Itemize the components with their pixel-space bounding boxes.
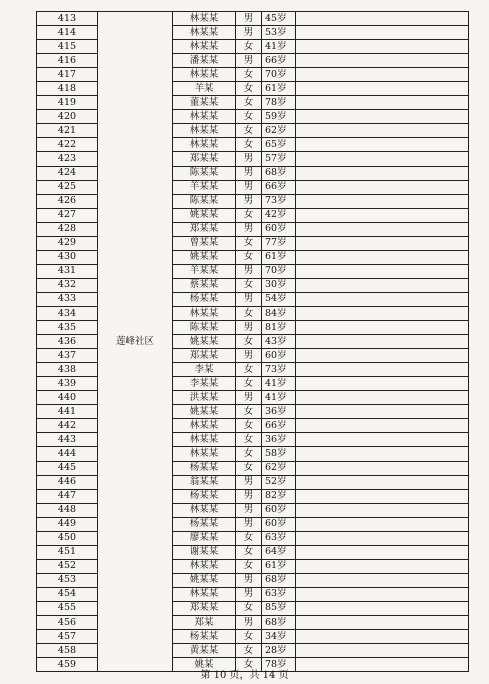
sex-cell: 女 <box>236 644 262 658</box>
sex-cell: 男 <box>236 152 262 166</box>
name-cell: 羊某 <box>173 82 236 96</box>
blank-cell <box>296 405 469 419</box>
sex-cell: 男 <box>236 517 262 531</box>
row-number-cell: 437 <box>37 349 98 363</box>
sex-cell: 男 <box>236 616 262 630</box>
sex-cell: 男 <box>236 166 262 180</box>
name-cell: 翁某某 <box>173 475 236 489</box>
age-cell: 73岁 <box>262 194 296 208</box>
blank-cell <box>296 630 469 644</box>
age-cell: 58岁 <box>262 447 296 461</box>
blank-cell <box>296 82 469 96</box>
age-cell: 45岁 <box>262 12 296 26</box>
row-number-cell: 419 <box>37 96 98 110</box>
age-cell: 60岁 <box>262 503 296 517</box>
row-number-cell: 451 <box>37 545 98 559</box>
row-number-cell: 436 <box>37 335 98 349</box>
name-cell: 林某某 <box>173 40 236 54</box>
table-row <box>37 12 469 26</box>
blank-cell <box>296 321 469 335</box>
row-number-cell: 441 <box>37 405 98 419</box>
blank-cell <box>296 292 469 306</box>
age-cell: 78岁 <box>262 96 296 110</box>
row-number-cell: 417 <box>37 68 98 82</box>
sex-cell: 女 <box>236 208 262 222</box>
roster-table <box>36 11 469 672</box>
age-cell: 68岁 <box>262 616 296 630</box>
blank-cell <box>296 250 469 264</box>
blank-cell <box>296 419 469 433</box>
sex-cell: 女 <box>236 82 262 96</box>
name-cell: 杨某某 <box>173 630 236 644</box>
row-number-cell: 425 <box>37 180 98 194</box>
row-number-cell: 435 <box>37 321 98 335</box>
blank-cell <box>296 349 469 363</box>
blank-cell <box>296 335 469 349</box>
row-number-cell: 428 <box>37 222 98 236</box>
sex-cell: 男 <box>236 194 262 208</box>
row-number-cell: 440 <box>37 391 98 405</box>
row-number-cell: 438 <box>37 363 98 377</box>
blank-cell <box>296 54 469 68</box>
name-cell: 林某某 <box>173 12 236 26</box>
sex-cell: 女 <box>236 461 262 475</box>
row-number-cell: 418 <box>37 82 98 96</box>
sex-cell: 男 <box>236 391 262 405</box>
blank-cell <box>296 363 469 377</box>
row-number-cell: 456 <box>37 616 98 630</box>
sex-cell: 女 <box>236 236 262 250</box>
age-cell: 57岁 <box>262 152 296 166</box>
sex-cell: 男 <box>236 292 262 306</box>
blank-cell <box>296 503 469 517</box>
name-cell: 姚某某 <box>173 335 236 349</box>
row-number-cell: 432 <box>37 278 98 292</box>
age-cell: 43岁 <box>262 335 296 349</box>
sex-cell: 女 <box>236 124 262 138</box>
age-cell: 63岁 <box>262 587 296 601</box>
age-cell: 36岁 <box>262 433 296 447</box>
age-cell: 62岁 <box>262 124 296 138</box>
name-cell: 林某某 <box>173 419 236 433</box>
name-cell: 陈某某 <box>173 321 236 335</box>
sex-cell: 男 <box>236 12 262 26</box>
sex-cell: 女 <box>236 531 262 545</box>
blank-cell <box>296 236 469 250</box>
sex-cell: 男 <box>236 321 262 335</box>
row-number-cell: 439 <box>37 377 98 391</box>
age-cell: 54岁 <box>262 292 296 306</box>
blank-cell <box>296 573 469 587</box>
blank-cell <box>296 475 469 489</box>
age-cell: 34岁 <box>262 630 296 644</box>
age-cell: 85岁 <box>262 601 296 615</box>
age-cell: 53岁 <box>262 26 296 40</box>
sex-cell: 女 <box>236 138 262 152</box>
name-cell: 林某某 <box>173 306 236 320</box>
row-number-cell: 431 <box>37 264 98 278</box>
row-number-cell: 445 <box>37 461 98 475</box>
name-cell: 姚某某 <box>173 250 236 264</box>
name-cell: 姚某某 <box>173 405 236 419</box>
age-cell: 66岁 <box>262 180 296 194</box>
age-cell: 41岁 <box>262 40 296 54</box>
sex-cell: 女 <box>236 419 262 433</box>
blank-cell <box>296 110 469 124</box>
age-cell: 52岁 <box>262 475 296 489</box>
name-cell: 郑某某 <box>173 601 236 615</box>
blank-cell <box>296 138 469 152</box>
row-number-cell: 433 <box>37 292 98 306</box>
blank-cell <box>296 194 469 208</box>
blank-cell <box>296 40 469 54</box>
name-cell: 陈某某 <box>173 194 236 208</box>
age-cell: 60岁 <box>262 222 296 236</box>
name-cell: 郑某 <box>173 616 236 630</box>
blank-cell <box>296 601 469 615</box>
row-number-cell: 453 <box>37 573 98 587</box>
name-cell: 杨某某 <box>173 461 236 475</box>
age-cell: 66岁 <box>262 419 296 433</box>
sex-cell: 女 <box>236 68 262 82</box>
row-number-cell: 442 <box>37 419 98 433</box>
sex-cell: 男 <box>236 503 262 517</box>
name-cell: 廖某某 <box>173 531 236 545</box>
row-number-cell: 421 <box>37 124 98 138</box>
sex-cell: 女 <box>236 306 262 320</box>
age-cell: 42岁 <box>262 208 296 222</box>
row-number-cell: 450 <box>37 531 98 545</box>
name-cell: 杨某某 <box>173 292 236 306</box>
sex-cell: 男 <box>236 349 262 363</box>
blank-cell <box>296 152 469 166</box>
name-cell: 潘某某 <box>173 54 236 68</box>
row-number-cell: 422 <box>37 138 98 152</box>
blank-cell <box>296 489 469 503</box>
name-cell: 林某某 <box>173 587 236 601</box>
age-cell: 77岁 <box>262 236 296 250</box>
blank-cell <box>296 96 469 110</box>
age-cell: 61岁 <box>262 250 296 264</box>
sex-cell: 女 <box>236 630 262 644</box>
age-cell: 41岁 <box>262 377 296 391</box>
row-number-cell: 457 <box>37 630 98 644</box>
sex-cell: 女 <box>236 110 262 124</box>
sex-cell: 男 <box>236 180 262 194</box>
age-cell: 78岁 <box>262 658 296 672</box>
blank-cell <box>296 377 469 391</box>
row-number-cell: 454 <box>37 587 98 601</box>
row-number-cell: 414 <box>37 26 98 40</box>
name-cell: 郑某某 <box>173 152 236 166</box>
name-cell: 洪某某 <box>173 391 236 405</box>
name-cell: 羊某某 <box>173 180 236 194</box>
name-cell: 姚某 <box>173 658 236 672</box>
blank-cell <box>296 559 469 573</box>
sex-cell: 女 <box>236 96 262 110</box>
row-number-cell: 426 <box>37 194 98 208</box>
name-cell: 林某某 <box>173 138 236 152</box>
name-cell: 姚某某 <box>173 573 236 587</box>
row-number-cell: 416 <box>37 54 98 68</box>
blank-cell <box>296 587 469 601</box>
age-cell: 63岁 <box>262 531 296 545</box>
row-number-cell: 423 <box>37 152 98 166</box>
age-cell: 66岁 <box>262 54 296 68</box>
sex-cell: 女 <box>236 250 262 264</box>
row-number-cell: 430 <box>37 250 98 264</box>
name-cell: 郑某某 <box>173 222 236 236</box>
blank-cell <box>296 26 469 40</box>
sex-cell: 男 <box>236 573 262 587</box>
blank-cell <box>296 461 469 475</box>
blank-cell <box>296 644 469 658</box>
blank-cell <box>296 208 469 222</box>
name-cell: 林某某 <box>173 124 236 138</box>
row-number-cell: 424 <box>37 166 98 180</box>
sex-cell: 男 <box>236 222 262 236</box>
age-cell: 59岁 <box>262 110 296 124</box>
age-cell: 84岁 <box>262 306 296 320</box>
row-number-cell: 415 <box>37 40 98 54</box>
age-cell: 68岁 <box>262 573 296 587</box>
blank-cell <box>296 391 469 405</box>
blank-cell <box>296 517 469 531</box>
name-cell: 羊某某 <box>173 264 236 278</box>
name-cell: 林某某 <box>173 503 236 517</box>
sex-cell: 女 <box>236 545 262 559</box>
name-cell: 李某某 <box>173 377 236 391</box>
sex-cell: 女 <box>236 447 262 461</box>
name-cell: 杨某某 <box>173 489 236 503</box>
blank-cell <box>296 306 469 320</box>
name-cell: 郑某某 <box>173 349 236 363</box>
name-cell: 黄某某 <box>173 644 236 658</box>
sex-cell: 女 <box>236 40 262 54</box>
row-number-cell: 448 <box>37 503 98 517</box>
name-cell: 林某某 <box>173 433 236 447</box>
age-cell: 41岁 <box>262 391 296 405</box>
sex-cell: 男 <box>236 54 262 68</box>
blank-cell <box>296 180 469 194</box>
row-number-cell: 446 <box>37 475 98 489</box>
name-cell: 林某某 <box>173 559 236 573</box>
name-cell: 谢某某 <box>173 545 236 559</box>
age-cell: 68岁 <box>262 166 296 180</box>
name-cell: 曾某某 <box>173 236 236 250</box>
sex-cell: 女 <box>236 601 262 615</box>
community-cell: 莲峰社区 <box>98 12 173 672</box>
name-cell: 林某某 <box>173 26 236 40</box>
blank-cell <box>296 124 469 138</box>
age-cell: 61岁 <box>262 559 296 573</box>
blank-cell <box>296 264 469 278</box>
row-number-cell: 429 <box>37 236 98 250</box>
blank-cell <box>296 447 469 461</box>
row-number-cell: 420 <box>37 110 98 124</box>
name-cell: 李某 <box>173 363 236 377</box>
blank-cell <box>296 68 469 82</box>
age-cell: 30岁 <box>262 278 296 292</box>
name-cell: 陈某某 <box>173 166 236 180</box>
sex-cell: 女 <box>236 559 262 573</box>
blank-cell <box>296 12 469 26</box>
age-cell: 61岁 <box>262 82 296 96</box>
age-cell: 64岁 <box>262 545 296 559</box>
row-number-cell: 449 <box>37 517 98 531</box>
age-cell: 73岁 <box>262 363 296 377</box>
name-cell: 林某某 <box>173 68 236 82</box>
roster-body <box>37 12 469 672</box>
sex-cell: 女 <box>236 405 262 419</box>
sex-cell: 女 <box>236 377 262 391</box>
age-cell: 70岁 <box>262 68 296 82</box>
sex-cell: 男 <box>236 26 262 40</box>
row-number-cell: 452 <box>37 559 98 573</box>
age-cell: 60岁 <box>262 349 296 363</box>
blank-cell <box>296 433 469 447</box>
sex-cell: 女 <box>236 433 262 447</box>
sex-cell: 男 <box>236 475 262 489</box>
sex-cell: 男 <box>236 587 262 601</box>
age-cell: 62岁 <box>262 461 296 475</box>
sex-cell: 女 <box>236 335 262 349</box>
row-number-cell: 443 <box>37 433 98 447</box>
row-number-cell: 434 <box>37 306 98 320</box>
age-cell: 60岁 <box>262 517 296 531</box>
age-cell: 81岁 <box>262 321 296 335</box>
sex-cell: 女 <box>236 658 262 672</box>
blank-cell <box>296 278 469 292</box>
row-number-cell: 444 <box>37 447 98 461</box>
age-cell: 82岁 <box>262 489 296 503</box>
age-cell: 65岁 <box>262 138 296 152</box>
sex-cell: 女 <box>236 278 262 292</box>
blank-cell <box>296 545 469 559</box>
sex-cell: 男 <box>236 489 262 503</box>
page-footer: 第 10 页，共 14 页 <box>200 670 289 681</box>
blank-cell <box>296 166 469 180</box>
name-cell: 姚某某 <box>173 208 236 222</box>
row-number-cell: 459 <box>37 658 98 672</box>
name-cell: 林某某 <box>173 110 236 124</box>
blank-cell <box>296 531 469 545</box>
name-cell: 董某某 <box>173 96 236 110</box>
age-cell: 36岁 <box>262 405 296 419</box>
name-cell: 杨某某 <box>173 517 236 531</box>
row-number-cell: 427 <box>37 208 98 222</box>
blank-cell <box>296 616 469 630</box>
name-cell: 蔡某某 <box>173 278 236 292</box>
sex-cell: 女 <box>236 363 262 377</box>
row-number-cell: 447 <box>37 489 98 503</box>
row-number-cell: 458 <box>37 644 98 658</box>
name-cell: 林某某 <box>173 447 236 461</box>
row-number-cell: 455 <box>37 601 98 615</box>
row-number-cell: 413 <box>37 12 98 26</box>
age-cell: 70岁 <box>262 264 296 278</box>
age-cell: 28岁 <box>262 644 296 658</box>
blank-cell <box>296 222 469 236</box>
sex-cell: 男 <box>236 264 262 278</box>
